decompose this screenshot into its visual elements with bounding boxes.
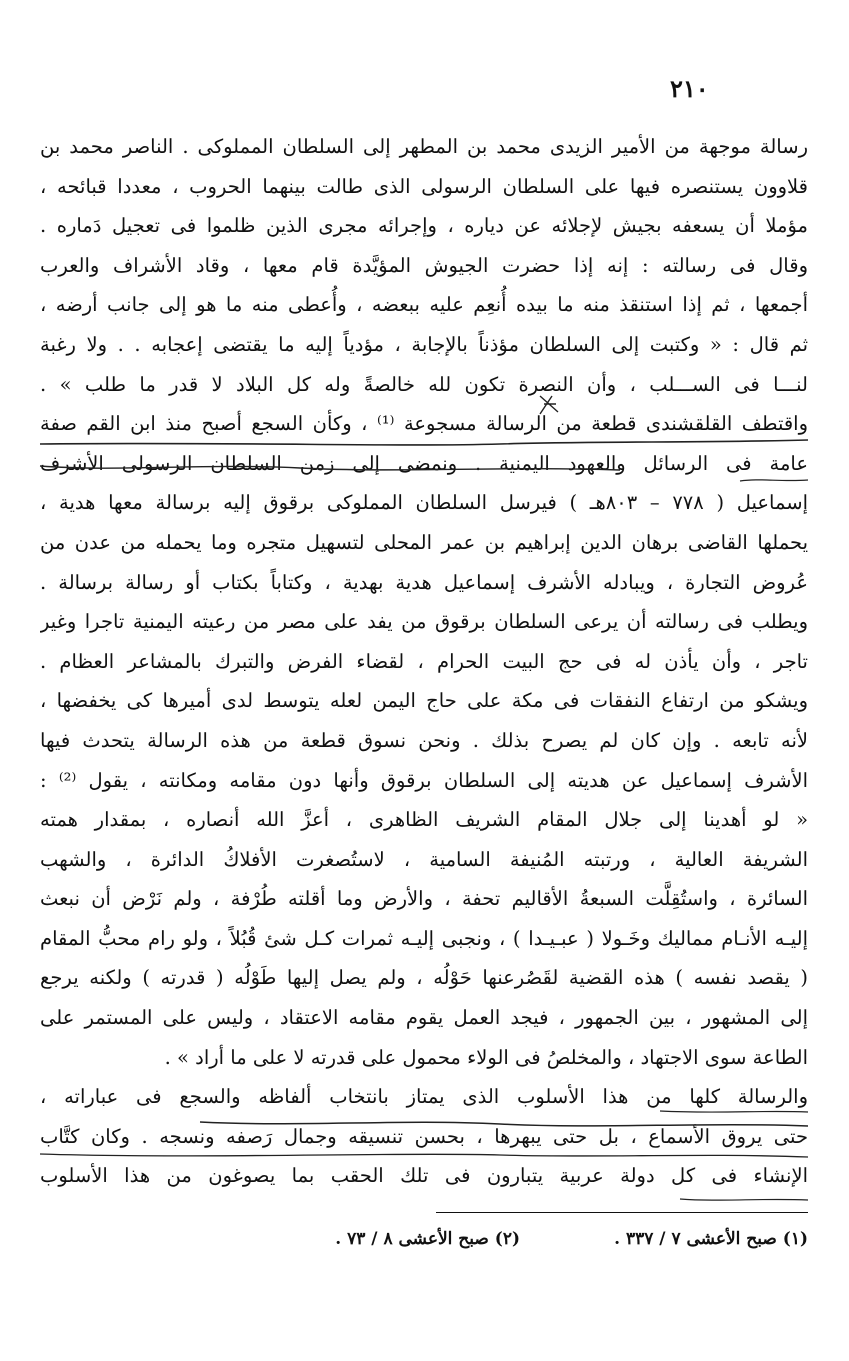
body-text xyxy=(40,127,808,1196)
text-line: قلاوون يستنصره فيها على السلطان الرسولى الذى طالت بينهما الحروب ، معددا قبائحه ، xyxy=(40,174,808,198)
text-line: السائرة ، واستُقِلَّت السبعةُ الأقاليم تحفة ، والأرض وما أقلته طُرْفة ، ولم نَرْض أن نبعث xyxy=(40,887,808,911)
text-line: إليـه الأنـام مماليك وخَـولا ( عبـيـدا ) ، ونجبى إليـه ثمرات كـل شئ قُبُلاً ، ولو رام محبُّ المقام xyxy=(40,926,808,950)
text-line: ثم قال : « وكتبت إلى السلطان مؤذناً بالإجابة ، مؤدياً إليه ما يقتضى إعجابه . . ولا رغبة xyxy=(40,332,808,356)
text-line: ( يقصد نفسه ) هذه القضية لقَصُرعنها حَوْلُه ، ولم يصل إليها طَوْلُه ( قدرته ) ولكنه يرجع xyxy=(40,966,808,990)
text-line: الأشرف إسماعيل عن هديته إلى السلطان برقوق وأنها دون مقامه ومكانته ، يقول ⁽²⁾ : xyxy=(40,768,808,792)
text-line: عُروض التجارة ، ويبادله الأشرف إسماعيل هدية بهدية ، وكتاباً بكتاب أو رسالة برسالة . xyxy=(40,570,808,594)
text-line: رسالة موجهة من الأمير الزيدى محمد بن المطهر إلى السلطان المملوكى . الناصر محمد بن xyxy=(40,135,808,158)
text-line: مؤملا أن يسعفه بجيش لإجلائه عن دياره ، وإجرائه مجرى الذين ظلموا فى تعجيل دَماره . xyxy=(40,214,808,238)
page-number: ٢١٠ xyxy=(670,74,709,103)
text-line: إسماعيل ( ٧٧٨ – ٨٠٣هـ ) فيرسل السلطان المملوكى برقوق إليه برسالة معها هدية ، xyxy=(40,491,808,515)
text-line: ويطلب فى رسالته أن يرعى السلطان برقوق من يفد على مصر من رعيته اليمنية تاجرا وغير xyxy=(40,610,808,634)
footnotes xyxy=(180,1222,808,1256)
text-line: وقال فى رسالته : إنه إذا حضرت الجيوش المؤيَّدة قام معها ، وقاد الأشراف والعرب xyxy=(40,253,808,277)
text-line: حتى يروق الأسماع ، بل حتى يبهرها ، بحسن تنسيقه وجمال رَصفه ونسجه . وكان كتَّاب xyxy=(40,1124,808,1148)
text-line: أجمعها ، ثم إذا استنقذ منه ما بيده أُنعِم عليه ببعضه ، وأُعطى منه ما هو إلى جانب أرضه ، xyxy=(40,293,808,317)
text-line: يحملها القاضى برهان الدين إبراهيم بن عمر المحلى لتسهيل متجره وما يحمله من عدن من xyxy=(40,530,808,554)
text-line: لأنه تابعه . وإن كان لم يصرح بذلك . ونحن نسوق قطعة من هذه الرسالة يتحدث فيها xyxy=(40,728,808,752)
footnote-rule xyxy=(436,1212,808,1213)
text-line: إلى المشهور ، بين الجمهور ، فيجد العمل يقوم مقامه الاعتقاد ، وليس على المستمر على xyxy=(40,1006,808,1030)
text-line: « لو أهدينا إلى جلال المقام الشريف الظاهرى ، أعزَّ الله أنصاره ، بمقدار همته xyxy=(40,808,808,832)
text-line: ويشكو من ارتفاع النفقات فى مكة على حاج اليمن لعله يتوسط لدى أميرها كى يخفضها ، xyxy=(40,689,808,713)
footnote-2: (٢) صبح الأعشى ٨ / ٧٣ . xyxy=(335,1229,520,1249)
pen-underline xyxy=(680,1199,808,1200)
text-line: لنـــا فى الســـلب ، وأن النصرة تكون لله خالصةً وله كل البلاد لا قدر ما طلب » . xyxy=(40,372,808,396)
footnote-1: (١) صبح الأعشى ٧ / ٣٣٧ . xyxy=(614,1229,808,1249)
text-line: الشريفة العالية ، ورتبته المُنيفة السامية ، لاستُصغرت الأفلاكُ الدائرة ، والشهب xyxy=(40,847,808,871)
text-line: الإنشاء فى كل دولة عربية يتبارون فى تلك الحقب بما يصوغون من هذا الأسلوب xyxy=(40,1164,808,1188)
text-line: واقتطف القلقشندى قطعة من الرسالة مسجوعة ⁽¹⁾ ، وكأن السجع أصبح منذ ابن القم صفة xyxy=(40,412,808,436)
text-line: والرسالة كلها من هذا الأسلوب الذى يمتاز بانتخاب ألفاظه والسجع فى عباراته ، xyxy=(40,1085,808,1109)
text-line: الطاعة سوى الاجتهاد ، والمخلصُ فى الولاء محمول على قدرته لا على ما أراد » . xyxy=(164,1045,808,1069)
text-line: تاجر ، وأن يأذن له فى حج البيت الحرام ، لقضاء الفرض والتبرك بالمشاعر العظام . xyxy=(40,649,808,673)
text-line: عامة فى الرسائل والعهود اليمنية . ونمضى إلى زمن السلطان الرسولى الأشرف xyxy=(40,451,808,475)
